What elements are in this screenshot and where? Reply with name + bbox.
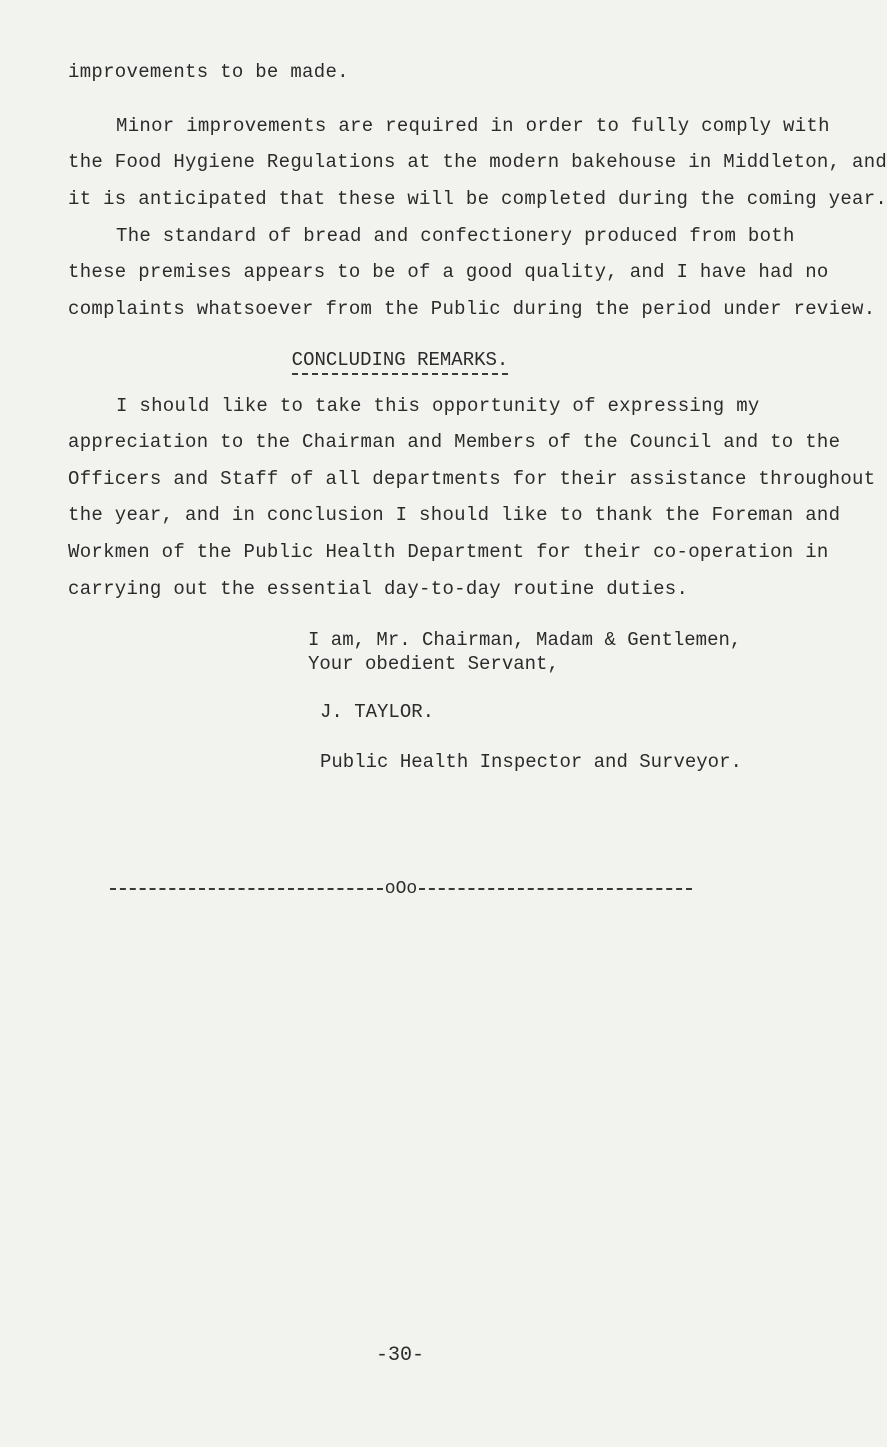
paragraph-line: The standard of bread and confectionery produced from both xyxy=(116,225,795,247)
page-number: -30- xyxy=(375,1344,424,1367)
separator-dash-left xyxy=(110,888,383,890)
paragraph-line: Minor improvements are required in order to fully comply with xyxy=(116,115,830,137)
section-heading xyxy=(0,348,800,375)
paragraph-line: carrying out the essential day-to-day routine duties. xyxy=(68,578,689,600)
paragraph-line: these premises appears to be of a good quality, and I have had no xyxy=(68,261,829,283)
signatory-title: Public Health Inspector and Surveyor. xyxy=(320,751,742,773)
separator-mark: oOo xyxy=(384,879,418,899)
complimentary-close: Your obedient Servant, xyxy=(308,653,559,675)
paragraph-line: it is anticipated that these will be completed during the coming year. xyxy=(68,188,887,210)
section-heading-text: CONCLUDING REMARKS. xyxy=(292,348,509,375)
paragraph-line: Officers and Staff of all departments for their assistance throughout xyxy=(68,468,876,490)
paragraph-line: Workmen of the Public Health Department for their co-operation in xyxy=(68,541,829,563)
paragraph-line: appreciation to the Chairman and Members of the Council and to the xyxy=(68,431,841,453)
paragraph-line: the Food Hygiene Regulations at the modern bakehouse in Middleton, and xyxy=(68,151,887,173)
signature-name: J. TAYLOR. xyxy=(320,701,435,723)
paragraph-line: complaints whatsoever from the Public during the period under review. xyxy=(68,298,876,320)
separator-dash-right xyxy=(419,888,692,890)
continuation-line: improvements to be made. xyxy=(68,61,349,83)
paragraph-line: I should like to take this opportunity of expressing my xyxy=(116,395,760,417)
section-separator xyxy=(110,877,692,901)
paragraph-line: the year, and in conclusion I should like to thank the Foreman and xyxy=(68,504,841,526)
salutation-line: I am, Mr. Chairman, Madam & Gentlemen, xyxy=(308,629,742,651)
